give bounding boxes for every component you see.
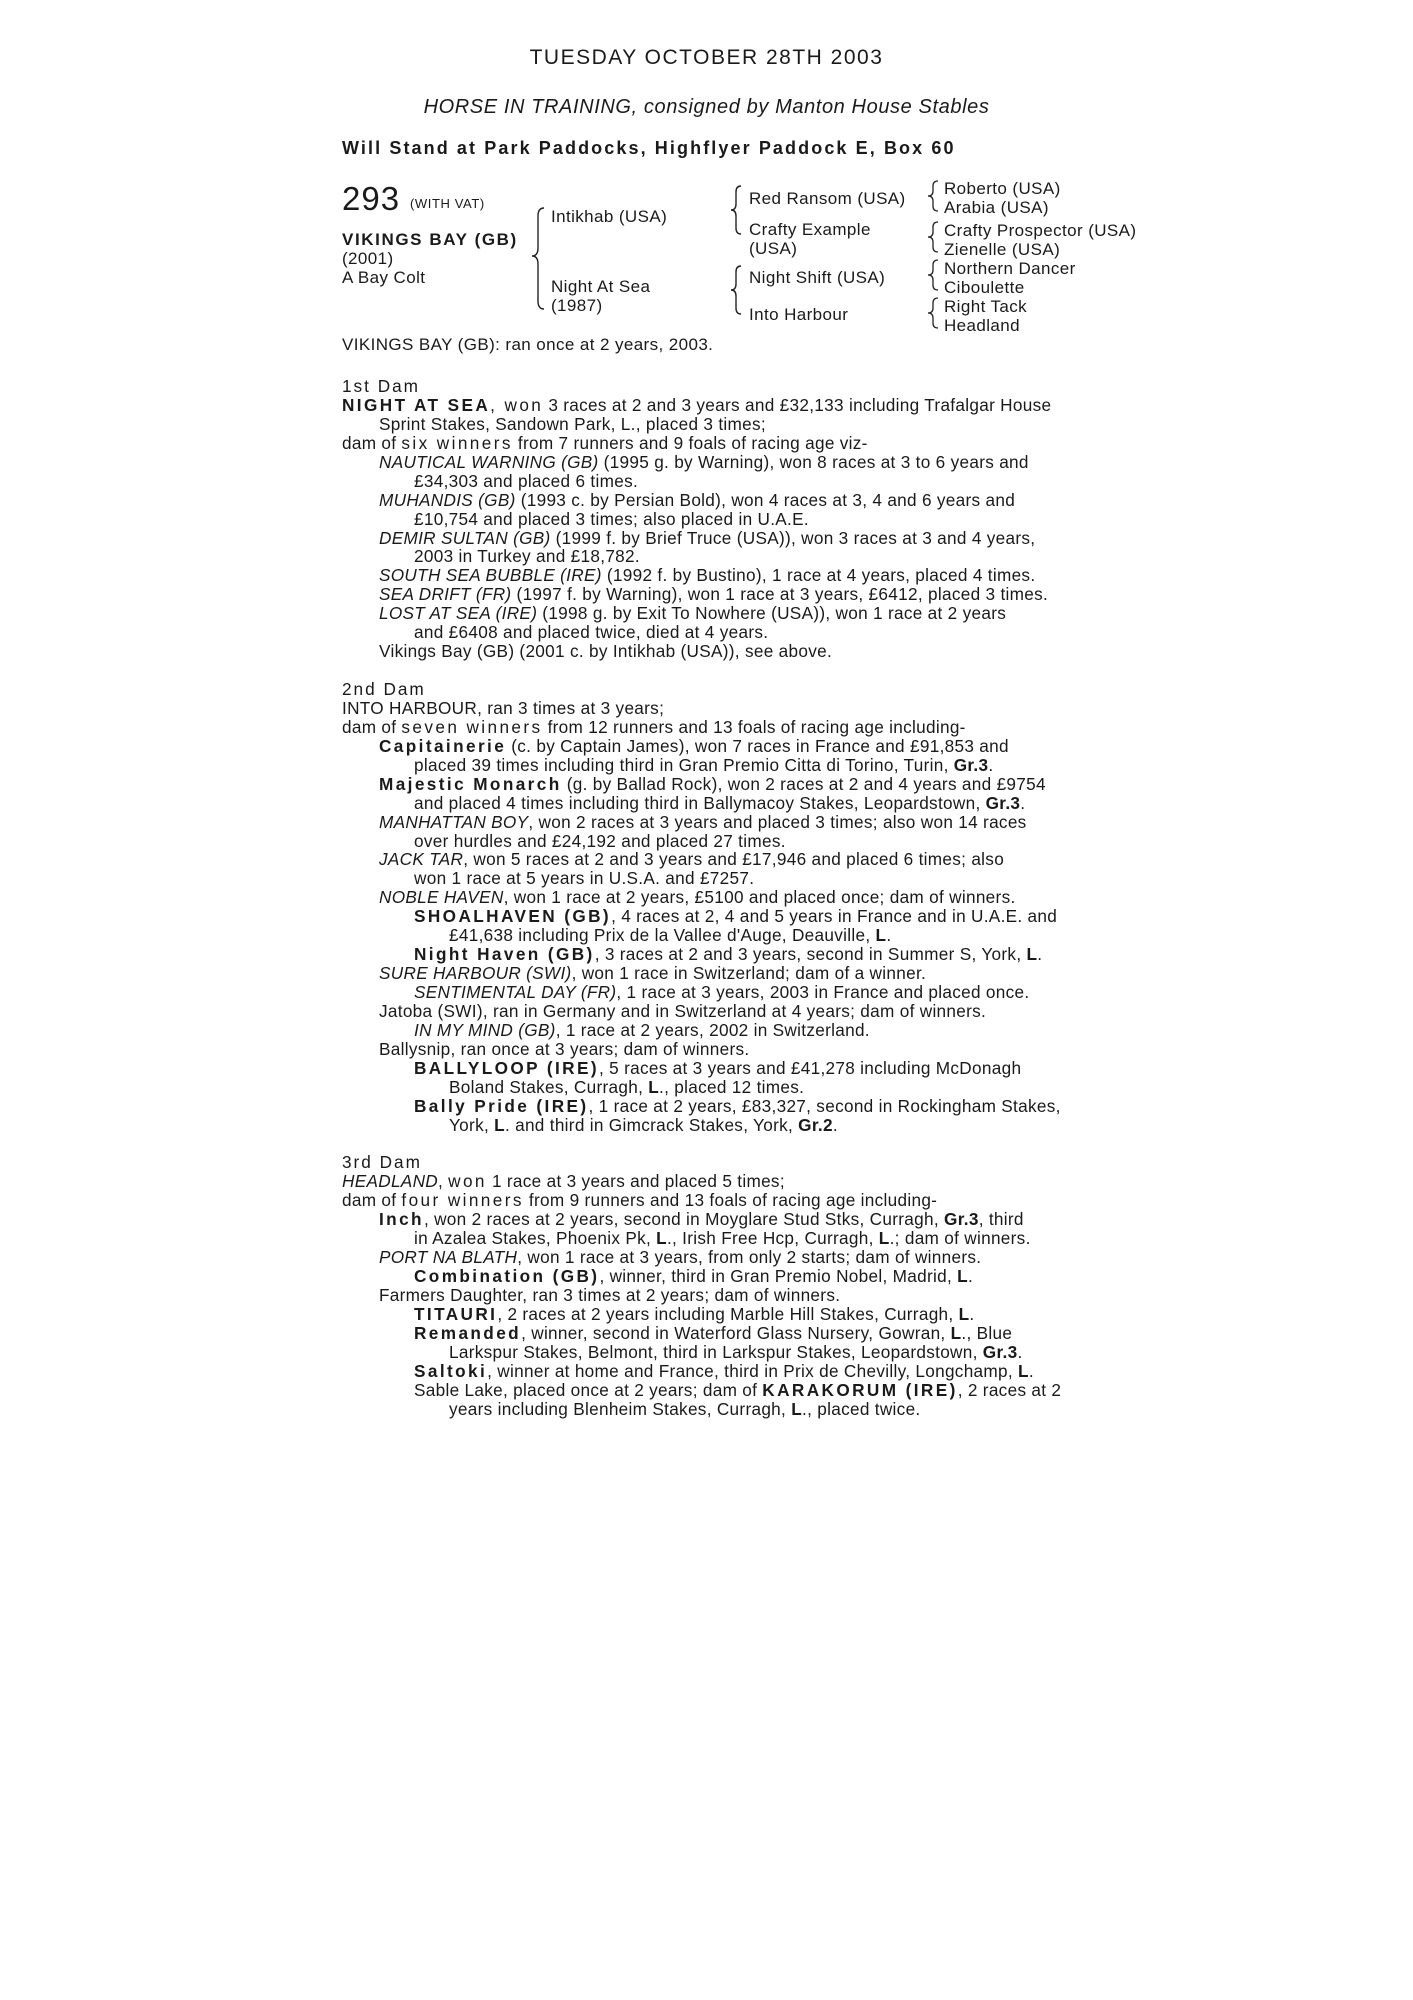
pedigree-brace-sire [729, 182, 749, 252]
second-dam-heading: 2nd Dam [342, 679, 426, 699]
progeny-entry: PORT NA BLATH, won 1 race at 3 years, from only 2 starts; dam of winners. [379, 1247, 982, 1268]
progeny-entry: BALLYLOOP (IRE), 5 races at 3 years and £41,278 including McDonagh [414, 1057, 1022, 1078]
pedigree-g4: Zienelle (USA) [944, 240, 1061, 259]
pedigree-brace-g1 [926, 178, 946, 214]
pedigree-brace-g2 [926, 219, 946, 255]
horse-description: A Bay Colt [342, 268, 426, 287]
pedigree-brace-g3 [926, 257, 946, 293]
progeny-entry: SURE HARBOUR (SWI), won 1 race in Switzerland; dam of a winner. [379, 963, 927, 984]
progeny-entry: SEA DRIFT (FR) (1997 f. by Warning), won 1 race at 3 years, £6412, placed 3 times. [379, 584, 1049, 605]
dam-details [342, 377, 1392, 1419]
progeny-entry: TITAURI, 2 races at 2 years including Marble Hill Stakes, Curragh, L. [414, 1303, 975, 1324]
lot-number: 293 [342, 180, 401, 217]
pedigree-sire-dam-line1: Crafty Example [749, 220, 871, 239]
progeny-entry: over hurdles and £24,192 and placed 27 times. [414, 830, 786, 851]
pedigree-sire-sire: Red Ransom (USA) [749, 189, 906, 208]
second-dam-line: INTO HARBOUR, ran 3 times at 3 years; [342, 697, 665, 718]
stand-location: Will Stand at Park Paddocks, Highflyer Paddock E, Box 60 [342, 138, 956, 158]
progeny-entry: 2003 in Turkey and £18,782. [414, 546, 640, 567]
progeny-entry: Majestic Monarch (g. by Ballad Rock), won 2 races at 2 and 4 years and £9754 [379, 773, 1046, 794]
progeny-entry: NOBLE HAVEN, won 1 race at 2 years, £5100 and placed once; dam of winners. [379, 887, 1016, 908]
first-dam-line: dam of six winners from 7 runners and 9 foals of racing age viz- [342, 432, 868, 453]
pedigree-g2: Arabia (USA) [944, 198, 1049, 217]
progeny-entry: DEMIR SULTAN (GB) (1999 f. by Brief Truce (USA)), won 3 races at 3 and 4 years, [379, 527, 1036, 548]
pedigree-g8: Headland [944, 316, 1020, 335]
pedigree-sire: Intikhab (USA) [551, 207, 668, 226]
pedigree-sire-dam-line2: (USA) [749, 239, 798, 258]
progeny-entry: MANHATTAN BOY, won 2 races at 3 years and placed 3 times; also won 14 races [379, 811, 1027, 832]
progeny-entry: LOST AT SEA (IRE) (1998 g. by Exit To Nowhere (USA)), won 1 race at 2 years [379, 603, 1007, 624]
progeny-entry: £41,638 including Prix de la Vallee d'Auge, Deauville, L. [449, 925, 892, 946]
progeny-entry: SOUTH SEA BUBBLE (IRE) (1992 f. by Bustino), 1 race at 4 years, placed 4 times. [379, 565, 1036, 586]
third-dam-line: HEADLAND, won 1 race at 3 years and placed 5 times; [342, 1171, 785, 1192]
consignment-line: HORSE IN TRAINING, consigned by Manton House Stables [423, 96, 990, 118]
progeny-entry: years including Blenheim Stakes, Curragh, L., placed twice. [449, 1398, 921, 1419]
pedigree-g7: Right Tack [944, 297, 1028, 316]
progeny-entry: won 1 race at 5 years in U.S.A. and £7257. [414, 868, 755, 889]
progeny-entry: Night Haven (GB), 3 races at 2 and 3 years, second in Summer S, York, L. [414, 944, 1043, 965]
progeny-entry: £10,754 and placed 3 times; also placed in U.A.E. [414, 508, 809, 529]
horse-year: (2001) [342, 249, 394, 268]
progeny-entry: SENTIMENTAL DAY (FR), 1 race at 3 years, 2003 in France and placed once. [414, 982, 1030, 1002]
progeny-entry: Farmers Daughter, ran 3 times at 2 years; dam of winners. [379, 1285, 841, 1305]
first-dam-line: NIGHT AT SEA, won 3 races at 2 and 3 years and £32,133 including Trafalgar House [342, 394, 1052, 415]
progeny-entry: Jatoba (SWI), ran in Germany and in Switzerland at 4 years; dam of winners. [379, 1000, 987, 1021]
pedigree-dam-dam: Into Harbour [749, 305, 849, 324]
progeny-entry: MUHANDIS (GB) (1993 c. by Persian Bold), won 4 races at 3, 4 and 6 years and [379, 489, 1016, 510]
progeny-entry: NAUTICAL WARNING (GB) (1995 g. by Warning), won 8 races at 3 to 6 years and [379, 451, 1029, 472]
first-dam-line: Sprint Stakes, Sandown Park, L., placed 3 times; [379, 413, 766, 434]
third-dam-line: dam of four winners from 9 runners and 13 foals of racing age including- [342, 1190, 938, 1211]
pedigree-g5: Northern Dancer [944, 259, 1076, 278]
vat-note: (WITH VAT) [410, 196, 485, 211]
progeny-entry: JACK TAR, won 5 races at 2 and 3 years and £17,946 and placed 6 times; also [379, 849, 1005, 870]
pedigree-dam-line1: Night At Sea [551, 277, 651, 296]
progeny-entry: Saltoki, winner at home and France, third in Prix de Chevilly, Longchamp, L. [414, 1360, 1034, 1381]
progeny-entry: Bally Pride (IRE), 1 race at 2 years, £83,327, second in Rockingham Stakes, [414, 1095, 1061, 1116]
progeny-entry: IN MY MIND (GB), 1 race at 2 years, 2002 in Switzerland. [414, 1019, 870, 1040]
progeny-entry: and placed 4 times including third in Ballymacoy Stakes, Leopardstown, Gr.3. [414, 792, 1026, 813]
pedigree-dam-line2: (1987) [551, 296, 603, 315]
pedigree-g6: Ciboulette [944, 278, 1025, 297]
progeny-entry: Ballysnip, ran once at 3 years; dam of winners. [379, 1038, 750, 1059]
pedigree-brace-g4 [926, 295, 946, 331]
horse-name: VIKINGS BAY (GB) [342, 230, 518, 249]
progeny-entry: Combination (GB), winner, third in Gran Premio Nobel, Madrid, L. [414, 1266, 974, 1287]
progeny-entry: Vikings Bay (GB) (2001 c. by Intikhab (USA)), see above. [379, 641, 833, 662]
progeny-entry: placed 39 times including third in Gran Premio Citta di Torino, Turin, Gr.3. [414, 754, 994, 775]
progeny-entry: Larkspur Stakes, Belmont, third in Larkspur Stakes, Leopardstown, Gr.3. [449, 1341, 1023, 1362]
pedigree-g1: Roberto (USA) [944, 179, 1061, 198]
dam-name: NIGHT AT SEA [342, 394, 491, 415]
progeny-entry: York, L. and third in Gimcrack Stakes, York, Gr.2. [449, 1114, 838, 1135]
progeny-entry: and £6408 and placed twice, died at 4 years. [414, 622, 769, 643]
pedigree-brace-dam [729, 262, 749, 332]
third-dam-heading: 3rd Dam [342, 1152, 422, 1173]
sale-date: TUESDAY OCTOBER 28TH 2003 [529, 46, 884, 69]
pedigree-g3: Crafty Prospector (USA) [944, 221, 1137, 240]
progeny-entry: Capitainerie (c. by Captain James), won 7 races in France and £91,853 and [379, 735, 1009, 756]
progeny-entry: SHOALHAVEN (GB), 4 races at 2, 4 and 5 years in France and in U.A.E. and [414, 906, 1058, 927]
progeny-entry: in Azalea Stakes, Phoenix Pk, L., Irish Free Hcp, Curragh, L.; dam of winners. [414, 1228, 1031, 1249]
pedigree-dam-sire: Night Shift (USA) [749, 268, 886, 287]
race-summary: VIKINGS BAY (GB): ran once at 2 years, 2003. [342, 335, 714, 354]
progeny-entry: Inch, won 2 races at 2 years, second in Moyglare Stud Stks, Curragh, Gr.3, third [379, 1209, 1024, 1230]
progeny-entry: Sable Lake, placed once at 2 years; dam of KARAKORUM (IRE), 2 races at 2 [414, 1379, 1062, 1400]
progeny-entry: £34,303 and placed 6 times. [414, 470, 639, 491]
progeny-entry: Remanded, winner, second in Waterford Glass Nursery, Gowran, L., Blue [414, 1322, 1013, 1343]
progeny-entry: Boland Stakes, Curragh, L., placed 12 times. [449, 1076, 805, 1097]
second-dam-line: dam of seven winners from 12 runners and 13 foals of racing age including- [342, 716, 966, 737]
first-dam-heading: 1st Dam [342, 376, 420, 396]
